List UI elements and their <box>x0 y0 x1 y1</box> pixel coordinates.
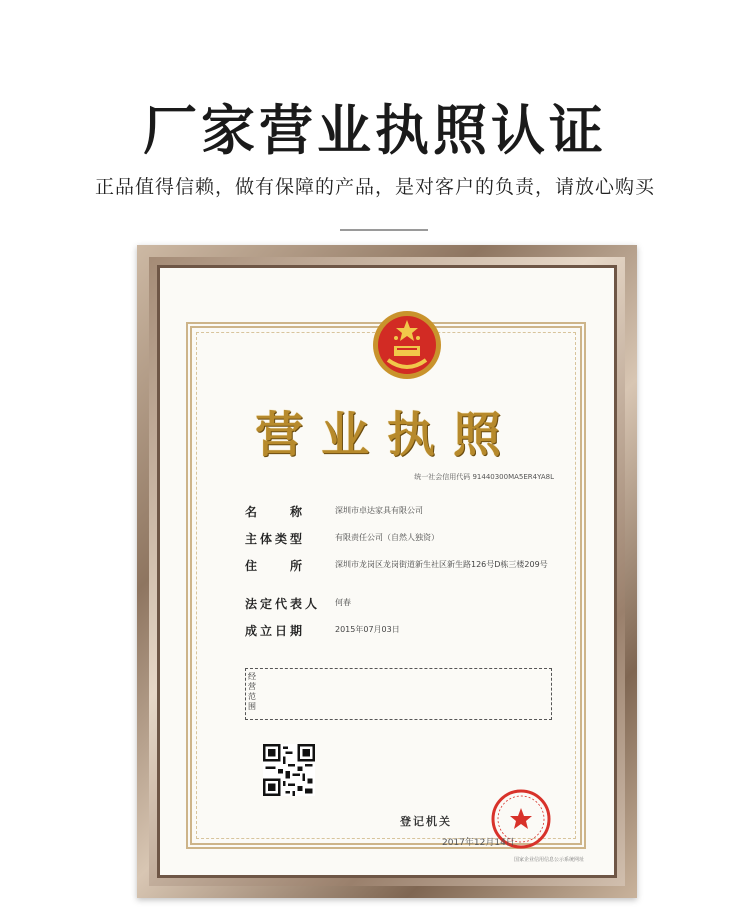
field-row <box>245 622 575 649</box>
field-value: 深圳市龙岗区龙岗街道新生社区新生路126号D栋三楼209号 <box>335 560 548 569</box>
certificate-fields <box>245 503 575 649</box>
field-row <box>245 503 575 530</box>
footer-note: 国家企业信用信息公示系统网址 <box>513 857 584 863</box>
field-value: 2015年07月03日 <box>335 625 400 634</box>
field-label: 法定代表人 <box>245 597 321 611</box>
certificate-title: 营业执照 <box>254 407 519 463</box>
frame-lip <box>157 265 617 878</box>
field-value: 有限责任公司（自然人独资） <box>335 533 439 542</box>
field-value: 深圳市卓达家具有限公司 <box>335 506 423 515</box>
field-value: 何春 <box>335 598 351 607</box>
certificate-frame <box>137 245 637 898</box>
credit-code: 统一社会信用代码 91440300MA5ER4YA8L <box>414 473 554 481</box>
national-emblem-icon <box>370 308 444 382</box>
qr-code-icon <box>263 744 315 796</box>
field-label: 住 所 <box>245 559 306 573</box>
field-label: 主体类型 <box>245 532 306 546</box>
page-subtitle: 正品值得信赖，做有保障的产品，是对客户的负责，请放心购买 <box>94 176 655 198</box>
field-row <box>245 530 575 557</box>
scope-label: 经营范围 <box>248 672 256 711</box>
field-row <box>245 595 575 622</box>
field-label: 成立日期 <box>245 624 306 638</box>
page-headline: 厂家营业执照认证 <box>143 99 607 162</box>
issue-date: 2017年12月14日 <box>442 838 515 848</box>
divider <box>340 229 428 231</box>
registration-authority: 登记机关 <box>400 815 452 828</box>
certificate-paper <box>160 268 614 875</box>
field-row <box>245 557 575 595</box>
field-label: 名 称 <box>245 505 306 519</box>
frame-bevel <box>149 257 625 886</box>
business-scope-box <box>245 668 552 720</box>
